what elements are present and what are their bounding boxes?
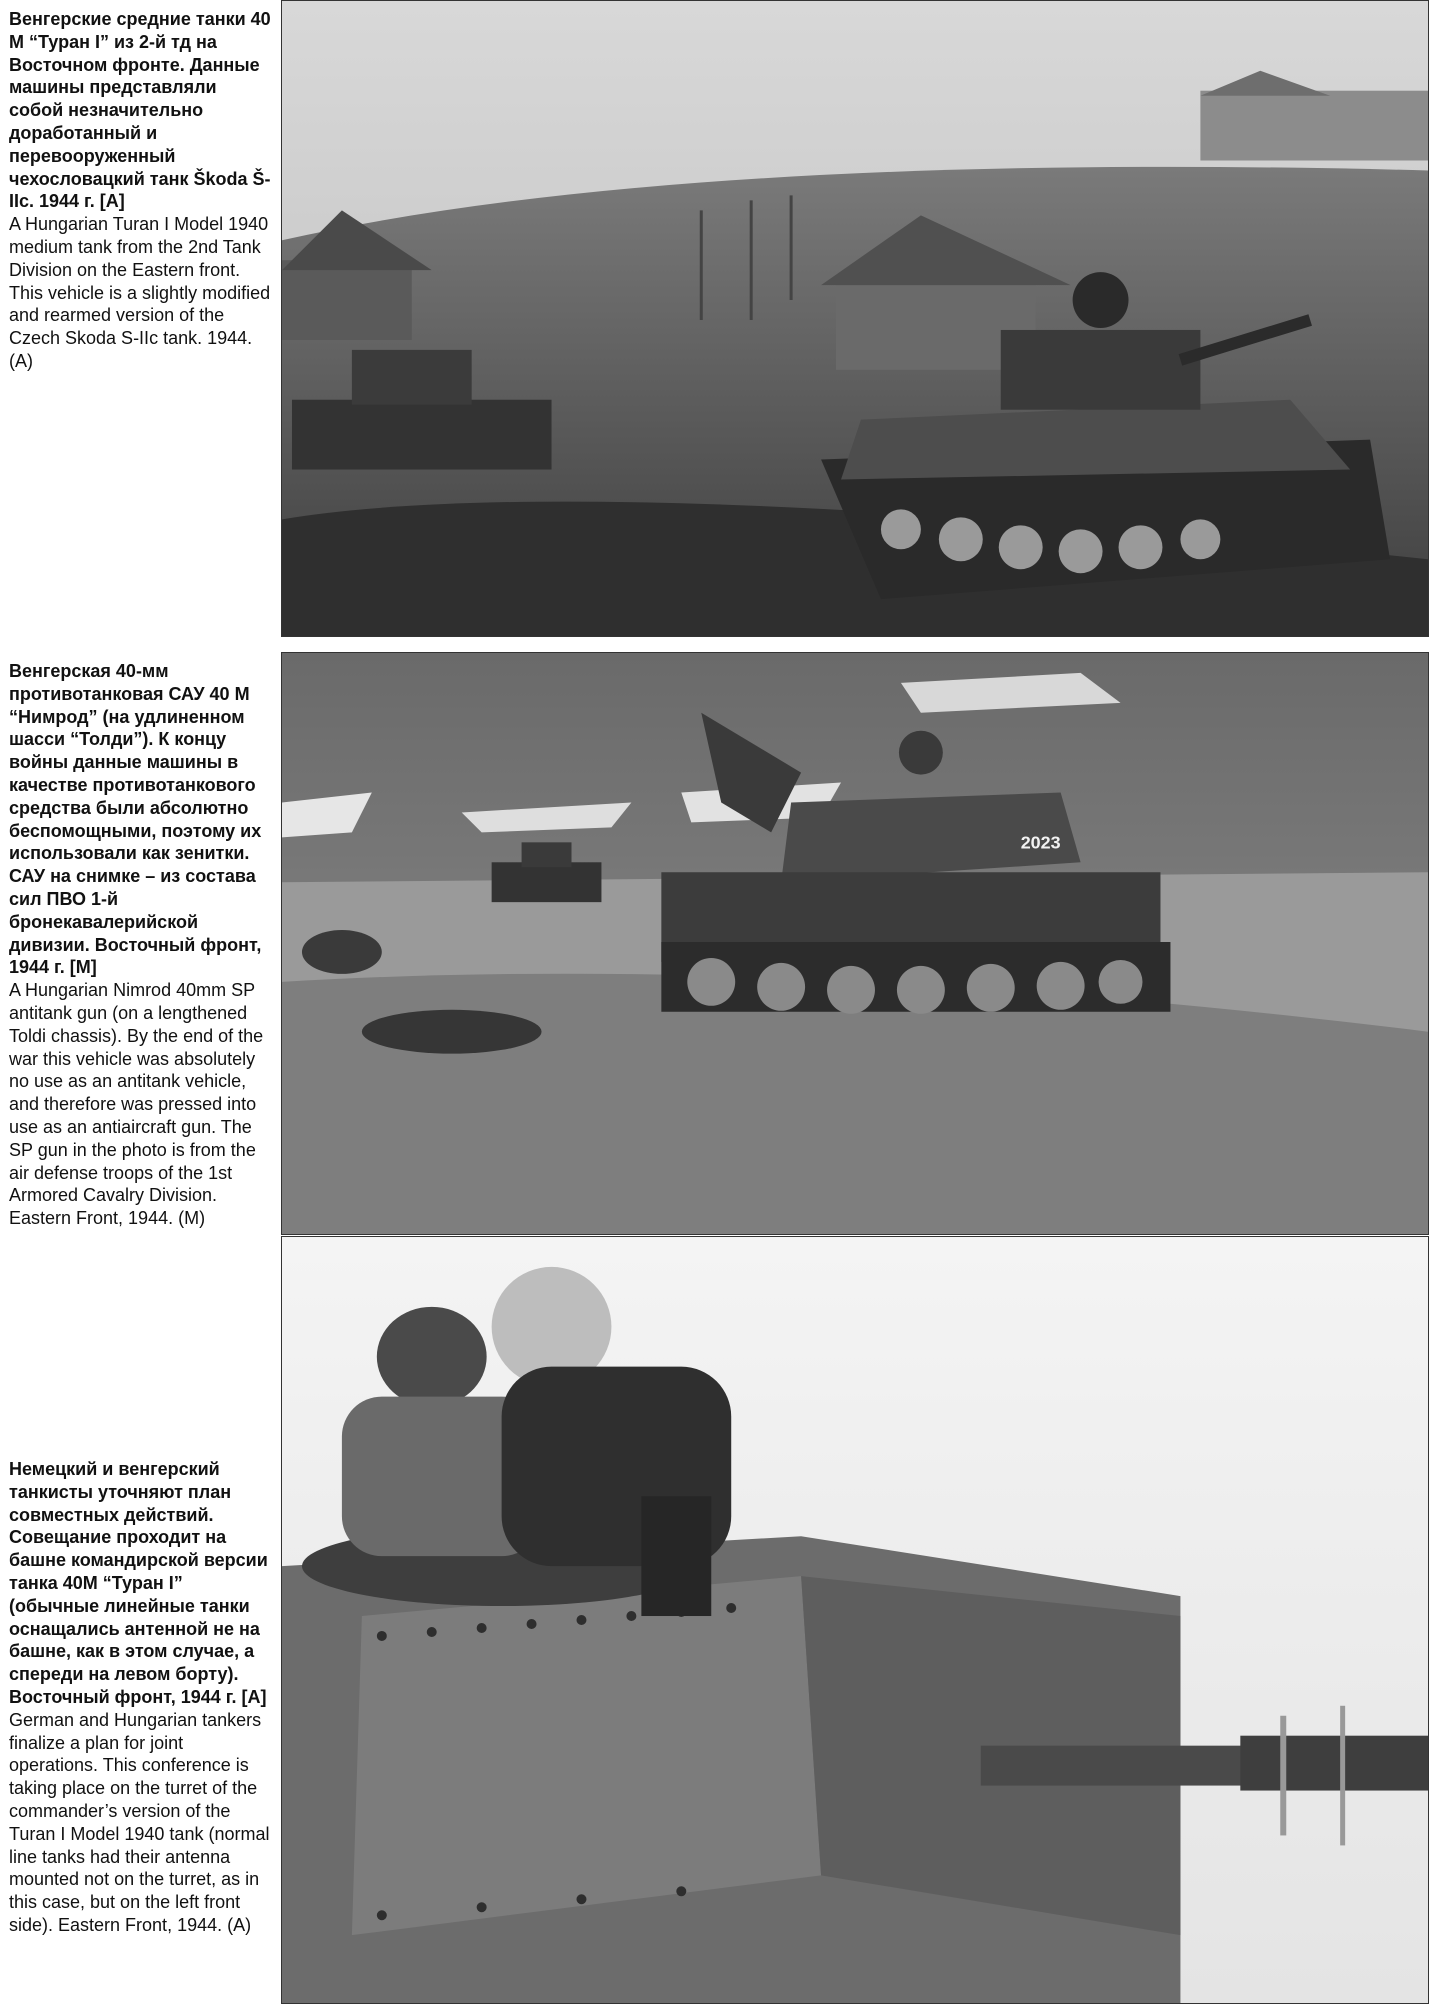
- caption-3-russian: Немецкий и венгерский танкисты уточняют план совместных действий. Совещание проходит на башне командирской версии танка 40М “Туран I” (обычные линейные танки оснащались антенной не на башне, как в этом случае, а спереди на левом борту). Восточный фронт, 1944 г. [A]: [9, 1459, 268, 1707]
- caption-1: [9, 8, 271, 373]
- vehicle-number-2023: 2023: [1020, 832, 1061, 853]
- caption-2-english: A Hungarian Nimrod 40mm SP antitank gun (on a lengthened Toldi chassis). By the end of the war this vehicle was absolutely no use as an antitank vehicle, and therefore was pressed into use as an antiaircraft gun. The SP gun in the photo is from the air defense troops of the 1st Armored Cavalry Division. Eastern Front, 1944. (M): [9, 980, 264, 1229]
- photo-turan-tanks-village: [281, 0, 1429, 637]
- photo-tankers-on-turret: [281, 1236, 1429, 2004]
- caption-3-english: German and Hungarian tankers finalize a plan for joint operations. This conference is taking place on the turret of the commander’s version of the Turan I Model 1940 tank (normal line tanks had their antenna mounted not on the turret, as in this case, but on the left front side). Eastern Front, 1944. (A): [9, 1709, 270, 1935]
- caption-1-english: A Hungarian Turan I Model 1940 medium tank from the 2nd Tank Division on the Eastern front. This vehicle is a slightly modified and rearmed version of the Czech Skoda S-IIc tank. 1944. (A): [9, 214, 271, 371]
- caption-2-russian: Венгерская 40-мм противотанковая САУ 40 М “Нимрод” (на удлиненном шасси “Толди”). К концу войны данные машины в качестве противотанкового средства были абсолютно беспомощными, поэтому их использовали как зенитки. САУ на снимке – из состава сил ПВО 1-й бронекавалерийской дивизии. Восточный фронт, 1944 г. [M]: [9, 661, 262, 978]
- caption-2: [9, 660, 271, 1230]
- caption-3: [9, 1458, 271, 1937]
- photo-nimrod-sp-gun: [281, 652, 1429, 1235]
- caption-1-russian: Венгерские средние танки 40 М “Туран I” из 2-й тд на Восточном фронте. Данные машины представляли собой незначительно доработанный и перевооруженный чехословацкий танк Škoda Š-IIc. 1944 г. [A]: [9, 9, 271, 212]
